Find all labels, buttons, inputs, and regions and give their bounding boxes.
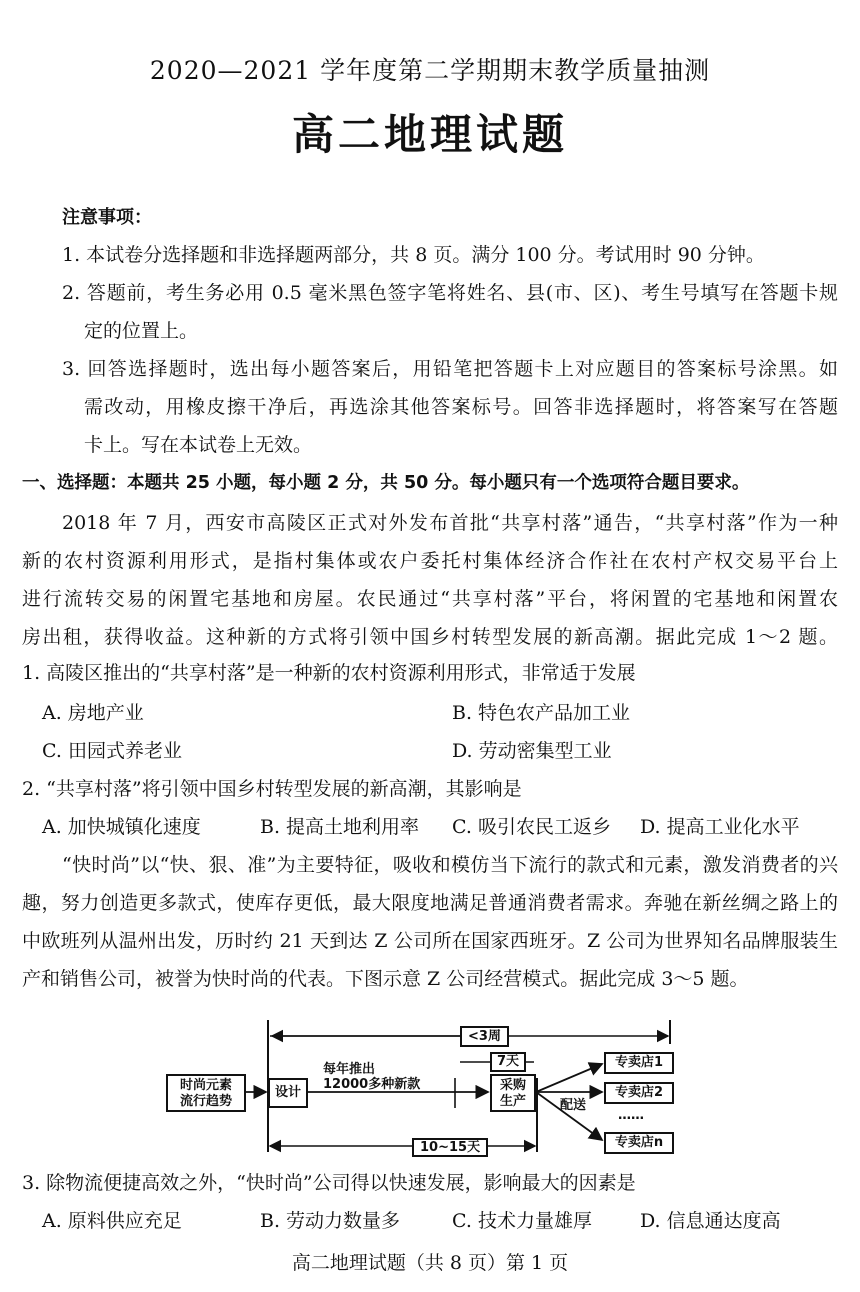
passage1-line-1: 2018 年 7 月，西安市高陵区正式对外发布首批“共享村落”通告，“共享村落”作为一种 <box>62 512 838 534</box>
q2-option-a: A. 加快城镇化速度 <box>42 816 201 838</box>
notice-item-3: 3. 回答选择题时，选出每小题答案后，用铅笔把答题卡上对应题目的答案标号涂黑。如 <box>62 358 838 380</box>
notice-item-1: 1. 本试卷分选择题和非选择题两部分，共 8 页。满分 100 分。考试用时 90 分钟。 <box>62 244 765 266</box>
procure-line-1: 采购 <box>499 1078 526 1093</box>
procure-box <box>490 1074 536 1112</box>
notice-item-2: 2. 答题前，考生务必用 0.5 毫米黑色签字笔将姓名、县(市、区)、考生号填写在答题卡规 <box>62 282 838 304</box>
deliver-label: 配送 <box>560 1098 587 1113</box>
top-span-label: <3周 <box>460 1026 509 1047</box>
q2-option-c: C. 吸引农民工返乡 <box>452 816 611 838</box>
passage1-line-4: 房出租，获得收益。这种新的方式将引领中国乡村转型发展的新高潮。据此完成 1～2 题。 <box>22 626 838 648</box>
passage2-line-2: 趣，努力创造更多款式，使库存更低，最大限度地满足普通消费者需求。奔驰在新丝绸之路上的 <box>22 892 838 914</box>
notice-heading: 注意事项： <box>62 207 152 228</box>
page-footer: 高二地理试题（共 8 页）第 1 页 <box>291 1252 569 1274</box>
store-n-box: 专卖店n <box>604 1132 674 1154</box>
page-title: 高二地理试题 <box>291 110 568 159</box>
notice-item-3-end: 卡上。写在本试卷上无效。 <box>84 434 313 456</box>
q3-option-a: A. 原料供应充足 <box>42 1210 182 1232</box>
q1-stem: 1. 高陵区推出的“共享村落”是一种新的农村资源利用形式，非常适于发展 <box>22 662 636 684</box>
q1-option-c: C. 田园式养老业 <box>42 740 182 762</box>
seven-days-box: 7天 <box>490 1052 526 1072</box>
exam-header: 2020—2021 学年度第二学期期末教学质量抽测 <box>149 56 711 85</box>
stores-ellipsis: …… <box>618 1108 644 1123</box>
q1-option-a: A. 房地产业 <box>42 702 144 724</box>
passage2-line-3: 中欧班列从温州出发，历时约 21 天到达 Z 公司所在国家西班牙。Z 公司为世界知名品牌服装生 <box>22 930 838 952</box>
q1-option-b: B. 特色农产品加工业 <box>452 702 631 724</box>
notice-item-2-cont: 定的位置上。 <box>84 320 199 342</box>
bottom-span-label: 10~15天 <box>412 1138 488 1157</box>
notice-item-3-cont: 需改动，用橡皮擦干净后，再选涂其他答案标号。回答非选择题时，将答案写在答题 <box>84 396 838 418</box>
passage2-line-4: 产和销售公司，被誉为快时尚的代表。下图示意 Z 公司经营模式。据此完成 3～5 题。 <box>22 968 749 990</box>
passage1-line-2: 新的农村资源利用形式，是指村集体或农户委托村集体经济合作社在农村产权交易平台上 <box>22 550 838 572</box>
q2-option-b: B. 提高土地利用率 <box>260 816 420 838</box>
q3-option-c: C. 技术力量雄厚 <box>452 1210 592 1232</box>
new-styles-line-2: 12000多种新款 <box>323 1077 421 1092</box>
q3-option-d: D. 信息通达度高 <box>640 1210 781 1232</box>
section-heading: 一、选择题：本题共 25 小题，每小题 2 分，共 50 分。每小题只有一个选项符合题目要求。 <box>22 473 750 493</box>
q3-stem: 3. 除物流便捷高效之外，“快时尚”公司得以快速发展，影响最大的因素是 <box>22 1172 636 1194</box>
store-1-box: 专卖店1 <box>604 1052 674 1074</box>
procure-line-2: 生产 <box>499 1094 526 1109</box>
source-line-2: 流行趋势 <box>179 1094 232 1109</box>
passage2-line-1: “快时尚”以“快、狠、准”为主要特征，吸收和模仿当下流行的款式和元素，激发消费者的兴 <box>62 854 838 876</box>
new-styles-line-1: 每年推出 <box>323 1062 376 1077</box>
source-box <box>166 1074 246 1112</box>
design-box: 设计 <box>268 1078 308 1108</box>
q1-option-d: D. 劳动密集型工业 <box>452 740 612 762</box>
q2-option-d: D. 提高工业化水平 <box>640 816 800 838</box>
q2-stem: 2. “共享村落”将引领中国乡村转型发展的新高潮，其影响是 <box>22 778 522 800</box>
business-model-diagram <box>160 1016 700 1158</box>
q3-option-b: B. 劳动力数量多 <box>260 1210 401 1232</box>
source-line-1: 时尚元素 <box>179 1078 232 1093</box>
store-2-box: 专卖店2 <box>604 1082 674 1104</box>
passage1-line-3: 进行流转交易的闲置宅基地和房屋。农民通过“共享村落”平台，将闲置的宅基地和闲置农 <box>22 588 838 610</box>
